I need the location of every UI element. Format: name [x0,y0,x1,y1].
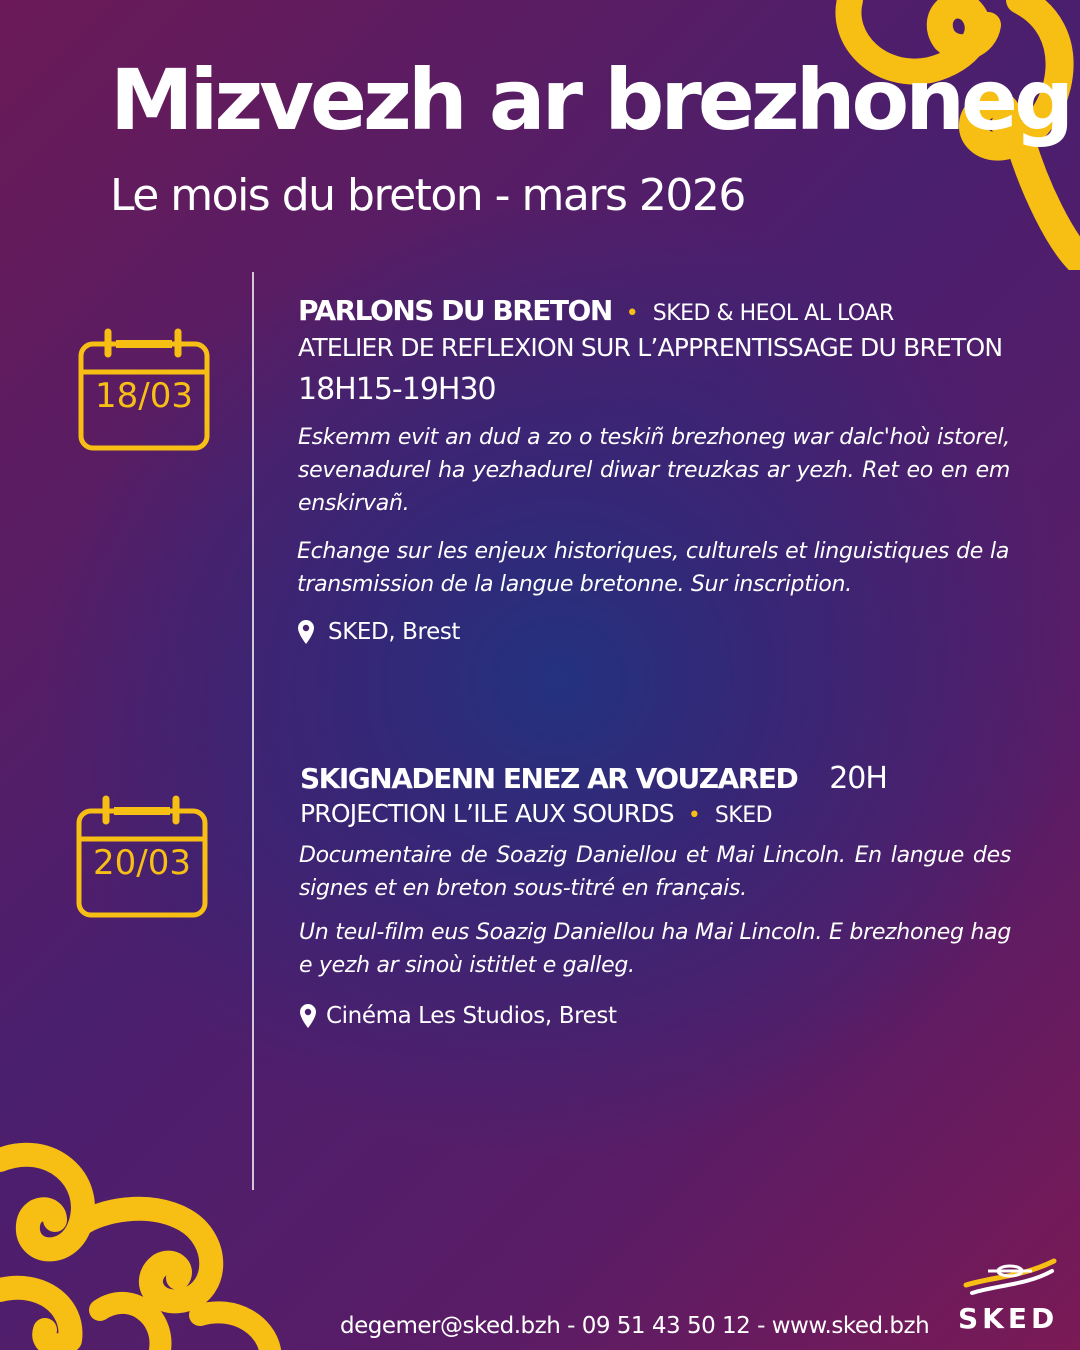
event-time: 20H [829,761,887,796]
event-description-breton: Un teul-film eus Soazig Daniellou ha Mai Lincoln. E brezhoneg hag e yezh ar sinoù istitlet e galleg. [299,920,1011,978]
event-title: SKIGNADENN ENEZ AR VOUZARED [300,762,798,795]
location-pin-icon [298,620,314,644]
calendar-icon [78,328,210,452]
event-header [300,761,887,796]
separator-dot: • [687,803,701,828]
timeline-divider [252,272,254,1190]
page-subtitle: Le mois du breton - mars 2026 [110,170,745,221]
event-location-text: SKED, Brest [328,619,461,645]
footer-contact: degemer@sked.bzh - 09 51 43 50 12 - www.sked.bzh [340,1313,930,1339]
event-date: 18/03 [95,376,193,416]
calendar-icon [76,795,208,919]
event-location [300,1003,617,1029]
event-header [298,294,894,327]
event-subheader [300,799,772,828]
event-description-french: Documentaire de Soazig Daniellou et Mai Lincoln. En langue des signes et en breton sous-titré en français. [299,843,1011,901]
event-subtitle: PROJECTION L’ILE AUX SOURDS [300,799,674,828]
event-location-text: Cinéma Les Studios, Brest [326,1003,617,1029]
location-pin-icon [300,1004,316,1028]
sked-logo-icon [962,1255,1058,1301]
event-description-breton: Eskemm evit an dud a zo o teskiñ brezhoneg war dalc'hoù istorel, sevenadurel ha yezhadurel diwar treuzkas ar yezh. Ret eo en em enskirvañ. [298,425,1010,516]
separator-dot: • [625,301,639,326]
page-title: Mizvezh ar brezhoneg [110,51,1071,149]
event-description-french: Echange sur les enjeux historiques, culturels et linguistiques de la transmission de la langue bretonne. Sur inscription. [297,539,1009,597]
event-subtitle: ATELIER DE REFLEXION SUR L’APPRENTISSAGE DU BRETON [298,333,1003,362]
logo-text: SKED [958,1302,1059,1335]
event-location [298,619,460,645]
event-organizer: SKED & HEOL AL LOAR [652,301,894,326]
event-title: PARLONS DU BRETON [298,294,612,327]
event-time: 18H15-19H30 [298,372,496,407]
swirl-decoration-bottom-left [0,1140,290,1350]
event-date: 20/03 [93,843,191,883]
event-organizer: SKED [714,803,773,828]
